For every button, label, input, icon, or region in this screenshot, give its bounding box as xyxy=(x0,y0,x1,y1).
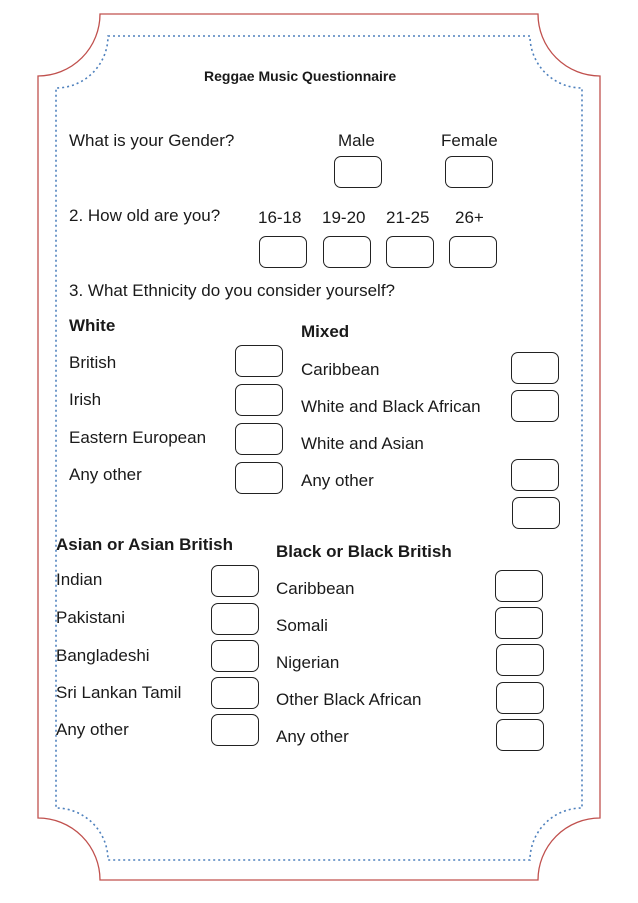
asian-item-bangladeshi: Bangladeshi xyxy=(56,646,150,665)
age-option-21-25: 21-25 xyxy=(386,208,430,227)
asian-item-pakistani: Pakistani xyxy=(56,608,125,627)
white-item-british: British xyxy=(69,353,117,372)
page-title: Reggae Music Questionnaire xyxy=(204,68,397,84)
checkbox-white-any-other[interactable] xyxy=(235,462,283,494)
age-option-19-20: 19-20 xyxy=(322,208,366,227)
age-option-16-18: 16-18 xyxy=(258,208,302,227)
checkbox-mixed-any-other[interactable] xyxy=(512,497,560,529)
mixed-heading: Mixed xyxy=(301,322,350,341)
ethnicity-question: 3. What Ethnicity do you consider yourself? xyxy=(69,281,395,300)
checkbox-16-18[interactable] xyxy=(259,236,307,268)
checkbox-mixed-caribbean[interactable] xyxy=(511,352,559,384)
checkbox-asian-sri-lankan-tamil[interactable] xyxy=(211,677,259,709)
checkbox-black-somali[interactable] xyxy=(495,607,543,639)
asian-item-sri-lankan-tamil: Sri Lankan Tamil xyxy=(56,683,182,702)
mixed-item-any-other: Any other xyxy=(301,471,374,490)
checkbox-asian-any-other[interactable] xyxy=(211,714,259,746)
white-item-irish: Irish xyxy=(69,390,102,409)
checkbox-26-plus[interactable] xyxy=(449,236,497,268)
gender-option-female: Female xyxy=(441,131,498,150)
checkbox-white-eastern-european[interactable] xyxy=(235,423,283,455)
checkbox-black-caribbean[interactable] xyxy=(495,570,543,602)
checkbox-19-20[interactable] xyxy=(323,236,371,268)
checkbox-male[interactable] xyxy=(334,156,382,188)
black-item-any-other: Any other xyxy=(276,727,349,746)
white-heading: White xyxy=(69,316,116,335)
checkbox-mixed-white-black-african[interactable] xyxy=(511,390,559,422)
checkbox-asian-pakistani[interactable] xyxy=(211,603,259,635)
gender-option-male: Male xyxy=(338,131,375,150)
mixed-item-white-black-african: White and Black African xyxy=(301,397,481,416)
asian-heading: Asian or Asian British xyxy=(56,535,233,554)
black-item-other-black-african: Other Black African xyxy=(276,690,422,709)
checkbox-white-british[interactable] xyxy=(235,345,283,377)
white-item-eastern-european: Eastern European xyxy=(69,428,207,447)
checkbox-female[interactable] xyxy=(445,156,493,188)
checkbox-asian-indian[interactable] xyxy=(211,565,259,597)
checkbox-black-nigerian[interactable] xyxy=(496,644,544,676)
checkbox-asian-bangladeshi[interactable] xyxy=(211,640,259,672)
mixed-item-caribbean: Caribbean xyxy=(301,360,380,379)
age-question: 2. How old are you? xyxy=(69,206,221,225)
checkbox-black-any-other[interactable] xyxy=(496,719,544,751)
gender-question: What is your Gender? xyxy=(69,131,235,150)
mixed-item-white-asian: White and Asian xyxy=(301,434,424,453)
black-item-caribbean: Caribbean xyxy=(276,579,355,598)
checkbox-black-other-black-african[interactable] xyxy=(496,682,544,714)
white-item-any-other: Any other xyxy=(69,465,142,484)
checkbox-21-25[interactable] xyxy=(386,236,434,268)
black-item-nigerian: Nigerian xyxy=(276,653,340,672)
asian-item-indian: Indian xyxy=(56,570,103,589)
black-item-somali: Somali xyxy=(276,616,328,635)
black-heading: Black or Black British xyxy=(276,542,452,561)
asian-item-any-other: Any other xyxy=(56,720,129,739)
checkbox-mixed-white-asian[interactable] xyxy=(511,459,559,491)
checkbox-white-irish[interactable] xyxy=(235,384,283,416)
age-option-26-plus: 26+ xyxy=(455,208,484,227)
